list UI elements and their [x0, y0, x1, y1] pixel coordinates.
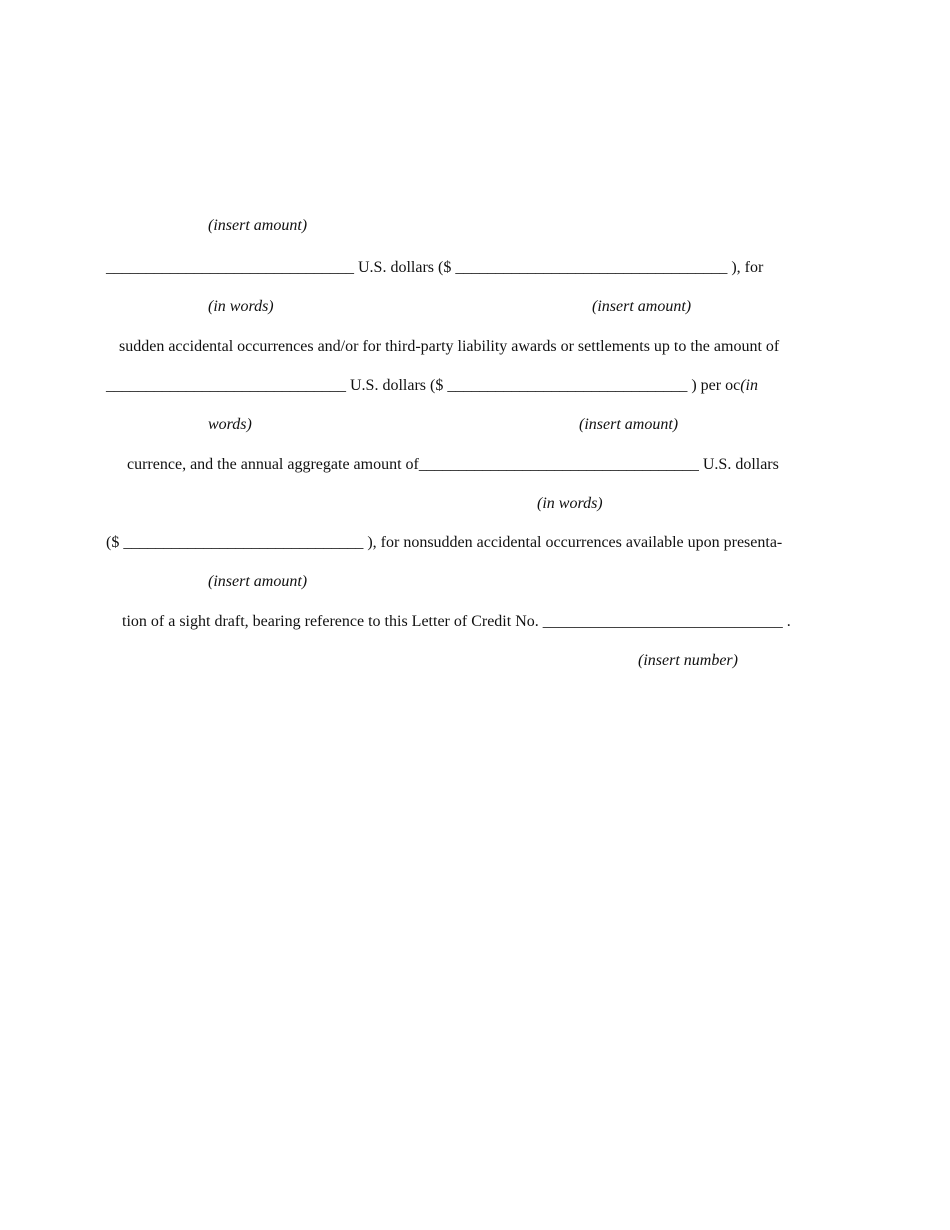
caption-insert-amount-2: (insert amount) [592, 298, 692, 315]
line-annual-aggregate: currence, and the annual aggregate amount of___________________________________ U.S. dollars [127, 456, 779, 473]
caption-insert-number: (insert number) [638, 652, 738, 669]
line-per-occurrence-text: ______________________________ U.S. dollars ($ ______________________________ ) per oc [106, 377, 741, 394]
line-sudden-accidental: sudden accidental occurrences and/or for third-party liability awards or settlements up to the amount of [119, 338, 780, 355]
line-us-dollars-for: _______________________________ U.S. dollars ($ __________________________________ ), for [106, 259, 764, 276]
caption-words: words) [208, 416, 252, 433]
caption-in-words-1: (in words) [208, 298, 274, 315]
caption-in-words-2: (in words) [537, 495, 603, 512]
line-nonsudden: ($ ______________________________ ), for nonsudden accidental occurrences available upon presenta- [106, 534, 783, 551]
caption-insert-amount-4: (insert amount) [208, 573, 308, 590]
line-per-occurrence-italic: (in [740, 377, 758, 394]
line-sight-draft: tion of a sight draft, bearing reference to this Letter of Credit No. ______________________________ . [122, 613, 791, 630]
caption-insert-amount-3: (insert amount) [579, 416, 679, 433]
caption-insert-amount-1: (insert amount) [208, 217, 308, 234]
line-per-occurrence [106, 376, 758, 396]
